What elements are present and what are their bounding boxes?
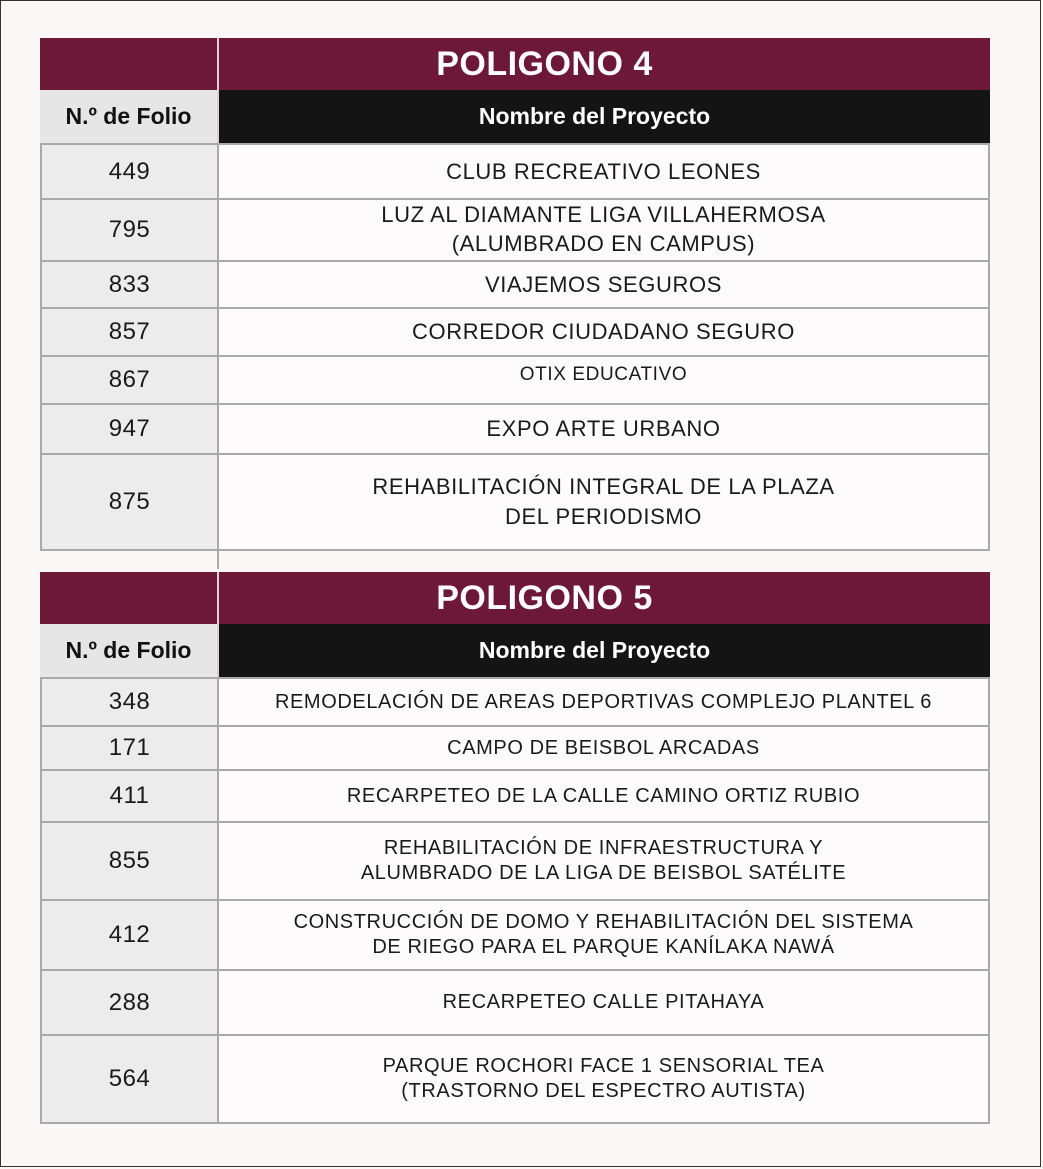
column-header-nombre: Nombre del Proyecto <box>219 624 990 677</box>
project-name-cell: CLUB RECREATIVO LEONES <box>219 145 988 198</box>
table-row <box>42 355 988 403</box>
folio-cell: 348 <box>42 679 219 725</box>
table-row <box>42 403 988 453</box>
folio-cell: 947 <box>42 405 219 453</box>
table-row <box>42 769 988 821</box>
poligono-5-rows <box>40 677 990 1124</box>
project-name-cell: CORREDOR CIUDADANO SEGURO <box>219 309 988 355</box>
table-row <box>42 143 988 198</box>
poligono-5-header <box>40 572 990 624</box>
title-spacer <box>40 38 219 90</box>
table-row <box>42 198 988 260</box>
folio-cell: 855 <box>42 823 219 899</box>
poligono-5-title: POLIGONO 5 <box>219 572 990 624</box>
poligono-4-title: POLIGONO 4 <box>219 38 990 90</box>
project-name-cell: REMODELACIÓN DE AREAS DEPORTIVAS COMPLEJO PLANTEL 6 <box>219 679 988 725</box>
project-name-cell: REHABILITACIÓN INTEGRAL DE LA PLAZA DEL PERIODISMO <box>219 455 988 549</box>
folio-cell: 288 <box>42 971 219 1034</box>
folio-cell: 171 <box>42 727 219 769</box>
poligono-4-rows <box>40 143 990 551</box>
project-name-cell: RECARPETEO DE LA CALLE CAMINO ORTIZ RUBIO <box>219 771 988 821</box>
table-row <box>42 725 988 769</box>
column-header-folio: N.º de Folio <box>40 624 219 677</box>
title-spacer <box>40 572 219 624</box>
table-row <box>42 899 988 969</box>
table-row <box>42 821 988 899</box>
column-header-nombre: Nombre del Proyecto <box>219 90 990 143</box>
project-name-cell: PARQUE ROCHORI FACE 1 SENSORIAL TEA (TRASTORNO DEL ESPECTRO AUTISTA) <box>219 1036 988 1122</box>
table-row <box>42 453 988 549</box>
folio-cell: 564 <box>42 1036 219 1122</box>
table-row <box>42 677 988 725</box>
table-row <box>42 1034 988 1122</box>
project-name-cell: CAMPO DE BEISBOL ARCADAS <box>219 727 988 769</box>
folio-cell: 795 <box>42 200 219 260</box>
project-name-cell: VIAJEMOS SEGUROS <box>219 262 988 307</box>
project-name-cell: REHABILITACIÓN DE INFRAESTRUCTURA Y ALUMBRADO DE LA LIGA DE BEISBOL SATÉLITE <box>219 823 988 899</box>
poligono-4-header <box>40 38 990 90</box>
folio-cell: 412 <box>42 901 219 969</box>
table-row <box>42 969 988 1034</box>
column-headers <box>40 90 990 143</box>
project-name-cell: LUZ AL DIAMANTE LIGA VILLAHERMOSA (ALUMBRADO EN CAMPUS) <box>219 200 988 260</box>
folio-cell: 411 <box>42 771 219 821</box>
column-headers <box>40 624 990 677</box>
table-row <box>42 307 988 355</box>
table-gap <box>40 551 990 569</box>
folio-cell: 875 <box>42 455 219 549</box>
poligono-4-table <box>40 38 990 569</box>
project-name-cell: CONSTRUCCIÓN DE DOMO Y REHABILITACIÓN DEL SISTEMA DE RIEGO PARA EL PARQUE KANÍLAKA NAWÁ <box>219 901 988 969</box>
column-header-folio: N.º de Folio <box>40 90 219 143</box>
project-name-cell: RECARPETEO CALLE PITAHAYA <box>219 971 988 1034</box>
folio-cell: 449 <box>42 145 219 198</box>
project-name-cell: OTIX EDUCATIVO <box>219 357 988 403</box>
folio-cell: 833 <box>42 262 219 307</box>
project-name-cell: EXPO ARTE URBANO <box>219 405 988 453</box>
folio-cell: 857 <box>42 309 219 355</box>
poligono-5-table <box>40 572 990 1124</box>
table-row <box>42 260 988 307</box>
folio-cell: 867 <box>42 357 219 403</box>
